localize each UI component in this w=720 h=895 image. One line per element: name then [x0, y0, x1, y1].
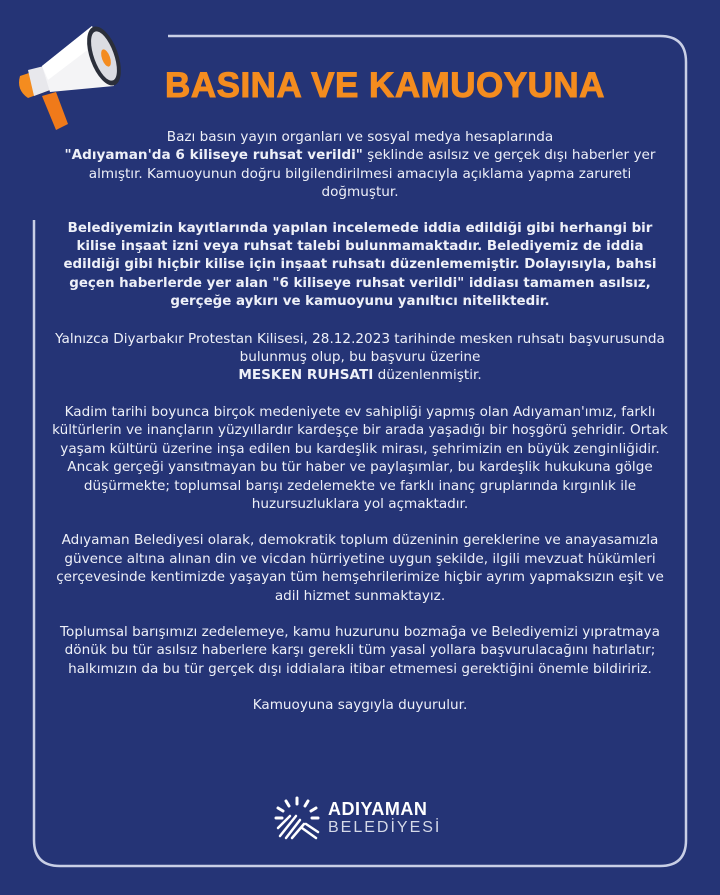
intro-rest: şeklinde asılsız ve gerçek dışı haberler yer almıştır. Kamuoyunun doğru bilgilendirilmesi amacıyla açıklama yapma zarureti doğmuştur.	[88, 147, 656, 201]
paragraph-tolerance: Kadim tarihi boyunca birçok medeniyete ev sahipliği yapmış olan Adıyaman'ımız, farklı kültürlerin ve inançların yüzyıllardır kardeşçe bir arada yaşadığı bir hoşgörü şehridir. Ortak yaşam kültürü üzerine inşa edilen bu kardeşlik mirası, şehrimizin en büyük zenginliğidir. Ancak gerçeği yansıtmayan bu tür haber ve paylaşımlar, bu kardeşlik hukukuna gölge düşürmekte; toplumsal barışı zedelemekte ve farklı inanç gruplarında kırgınlık ile huzursuzluklara yol açmaktadır.	[52, 403, 668, 512]
residence-rest: düzenlenmiştir.	[373, 367, 482, 384]
paragraph-residence-permit	[50, 330, 670, 385]
paragraph-intro	[50, 128, 670, 202]
paragraph-legal: Toplumsal barışımızı zedelemeye, kamu huzurunu bozmağa ve Belediyemizi yıpratmaya dönük bu tür asılsız haberlere karşı gerekli tüm yasal yollara başvurulacağını hatırlatır; halkımızın da bu tür gerçek dışı iddialara itibar etmemesi gerektiğini önemle bildiririz.	[60, 623, 660, 677]
paragraph-denial: Belediyemizin kayıtlarında yapılan incelemede iddia edildiği gibi herhangi bir kilise inşaat izni veya ruhsat talebi bulunmamaktadır. Belediyemiz de iddia edildiği gibi hiçbir kilise için inşaat ruhsatı düzenlememiştir. Dolayısıyla, bahsi geçen haberlerde yer alan "6 kiliseye ruhsat verildi" iddiası tamamen asılsız, gerçeğe aykırı ve kamuoyunu yanıltıcı niteliktedir.	[63, 220, 657, 310]
intro-text: Bazı basın yayın organları ve sosyal medya hesaplarında	[166, 129, 554, 145]
paragraph-service: Adıyaman Belediyesi olarak, demokratik toplum düzeninin gereklerine ve anayasamızla güvence altına alınan din ve vicdan hürriyetine uygun şekilde, ilgili mevzuat hükümleri çerçevesinde kentimizde yaşayan tüm hemşehrilerimize hiçbir ayrım yapmaksızın eşit ve adil hizmet sunmaktayız.	[56, 532, 664, 604]
logo-name: ADIYAMAN	[328, 799, 428, 819]
closing-line: Kamuoyuna saygıyla duyurulur.	[252, 697, 468, 714]
residence-text: Yalnızca Diyarbakır Protestan Kilisesi, 28.12.2023 tarihinde mesken ruhsatı başvurusunda bulunmuş olup, bu başvuru üzerine	[55, 330, 665, 366]
logo-subtitle: BELEDİYESİ	[328, 819, 442, 836]
page-title: BASINA VE KAMUOYUNA	[165, 66, 605, 105]
megaphone-icon	[14, 18, 129, 133]
press-release-body	[50, 128, 670, 733]
municipality-logo	[272, 796, 441, 840]
intro-quote: "Adıyaman'da 6 kiliseye ruhsat verildi"	[64, 147, 363, 164]
sun-mountain-logo-icon	[272, 796, 322, 840]
residence-bold: MESKEN RUHSATI	[238, 367, 374, 384]
